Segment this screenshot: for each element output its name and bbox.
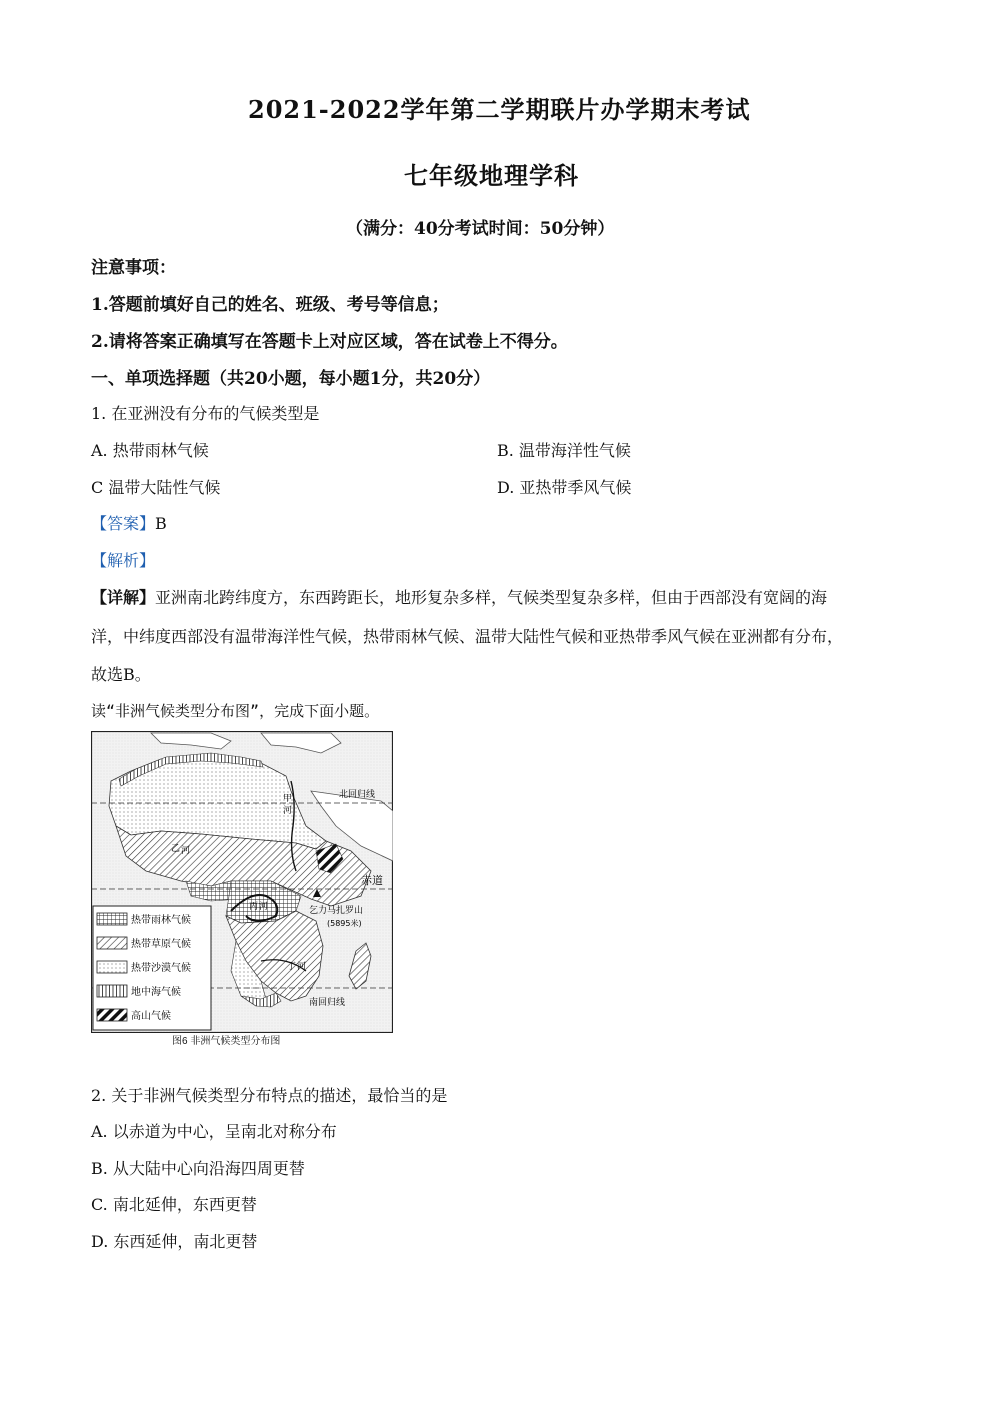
label-ding: 丁 — [287, 962, 297, 972]
label-yi-he: 河 — [181, 846, 191, 856]
exam-title: 2021-2022学年第二学期联片办学期末考试 — [248, 95, 751, 124]
legend-label-rainforest: 热带雨林气候 — [131, 915, 191, 926]
q1-option-c: C 温带大陆性气候 — [91, 478, 221, 497]
label-mountain: 乞力马扎罗山 — [309, 906, 364, 916]
q2-option-a: A. 以赤道为中心，呈南北对称分布 — [91, 1122, 337, 1141]
q1-option-d: D. 亚热带季风气候 — [497, 478, 632, 497]
notice-item-1: 1.答题前填好自己的姓名、班级、考号等信息； — [91, 295, 449, 315]
q1-detail-line-3: 故选B。 — [91, 665, 151, 684]
q1-stem: 1. 在亚洲没有分布的气候类型是 — [91, 404, 320, 423]
q1-detail-line-2: 洋，中纬度西部没有温带海洋性气候，热带雨林气候、温带大陆性气候和亚热带季风气候在亚洲都有分布， — [91, 627, 844, 646]
legend-label-mediterranean: 地中海气候 — [131, 987, 181, 998]
label-equator: 赤道 — [361, 874, 383, 887]
legend-swatch-desert — [97, 961, 127, 973]
label-jia: 甲 — [283, 794, 293, 804]
section-heading: 一、单项选择题（共20小题，每小题1分，共20分） — [91, 369, 491, 389]
legend-label-highland: 高山气候 — [131, 1011, 171, 1022]
label-bing-he: 河 — [259, 902, 269, 912]
q1-option-b: B. 温带海洋性气候 — [497, 441, 631, 460]
answer-tag: 【答案】 — [91, 514, 156, 533]
label-jia-he: 河 — [283, 806, 293, 816]
exam-subtitle: （满分：40分考试时间：50分钟） — [346, 219, 615, 239]
legend-label-savanna: 热带草原气候 — [131, 939, 191, 950]
q2-option-d: D. 东西延伸，南北更替 — [91, 1232, 258, 1251]
detail-tag: 【详解】 — [91, 588, 156, 607]
label-bing: 丙 — [249, 902, 259, 912]
label-tropic-north: 北回归线 — [339, 790, 376, 800]
q2-option-b: B. 从大陆中心向沿海四周更替 — [91, 1159, 305, 1178]
notice-heading: 注意事项： — [91, 258, 176, 278]
reading-prompt: 读“非洲气候类型分布图”，完成下面小题。 — [91, 702, 380, 720]
map-caption: 图6 非洲气候类型分布图 — [172, 1036, 281, 1047]
q1-detail-line-1 — [91, 585, 827, 608]
label-ding-he: 河 — [297, 962, 307, 972]
legend-swatch-mediterranean — [97, 985, 127, 997]
notice-item-2: 2.请将答案正确填写在答题卡上对应区域，答在试卷上不得分。 — [91, 332, 568, 352]
legend-swatch-highland — [97, 1009, 127, 1021]
subject-title: 七年级地理学科 — [404, 161, 579, 190]
legend-swatch-rainforest — [97, 913, 127, 925]
legend-label-desert: 热带沙漠气候 — [131, 963, 191, 974]
africa-climate-map — [91, 731, 393, 1033]
answer-value: B — [155, 514, 167, 533]
q1-option-a: A. 热带雨林气候 — [91, 441, 209, 460]
label-elevation: (5895米) — [327, 919, 362, 928]
q1-answer — [91, 511, 167, 534]
legend-swatch-savanna — [97, 937, 127, 949]
label-tropic-south: 南回归线 — [309, 998, 346, 1008]
detail-text: 亚洲南北跨纬度方，东西跨距长，地形复杂多样，气候类型复杂多样，但由于西部没有宽阔的海 — [155, 588, 828, 607]
q2-stem: 2. 关于非洲气候类型分布特点的描述，最恰当的是 — [91, 1086, 448, 1105]
q2-option-c: C. 南北延伸，东西更替 — [91, 1195, 257, 1214]
label-yi: 乙 — [171, 844, 181, 854]
analysis-tag: 【解析】 — [91, 551, 156, 570]
